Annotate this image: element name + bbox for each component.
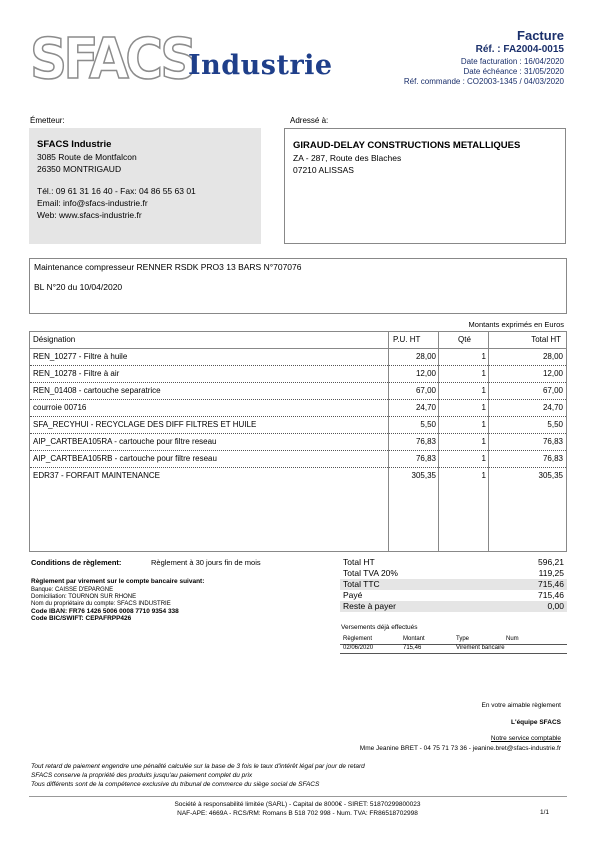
payments-header-type: Type	[456, 636, 470, 642]
row-designation: SFA_RECYHUI - RECYCLAGE DES DIFF FILTRES ET HUILE	[33, 420, 257, 429]
company-logo	[30, 27, 333, 92]
total-value: 596,21	[538, 557, 564, 567]
due-date: Date échéance : 31/05/2020	[463, 67, 564, 76]
closing-service: Notre service comptable	[490, 735, 561, 742]
legal-notes	[31, 762, 431, 789]
table-row	[30, 383, 566, 400]
row-total: 12,00	[542, 369, 563, 378]
recipient-address1: ZA - 287, Route des Blaches	[293, 153, 402, 163]
row-unit-price: 28,00	[415, 352, 436, 361]
logo-sfacs-text: SFACS	[30, 27, 194, 92]
footer-line1: Société à responsabilité limitée (SARL) - Capital de 8000€ - SIRET: 51870299800023	[174, 801, 421, 808]
bank-domiciliation: Domiciliation: TOURNON SUR RHONE	[31, 594, 137, 600]
recipient-label: Adressé à:	[290, 116, 329, 125]
payments-title: Versements déjà effectués	[341, 624, 418, 631]
payments-header-num: Num	[506, 636, 519, 642]
row-unit-price: 24,70	[415, 403, 436, 412]
row-total: 76,83	[542, 454, 563, 463]
closing-greeting: En votre aimable règlement	[481, 702, 561, 709]
row-designation: REN_01408 - cartouche separatrice	[33, 386, 161, 395]
table-row	[30, 417, 566, 434]
row-qty: 1	[481, 471, 486, 480]
legal-note-2: SFACS conserve la propriété des produits jusqu'au paiement complet du prix	[31, 772, 253, 779]
total-value: 715,46	[538, 590, 564, 600]
page-number: 1/1	[539, 809, 549, 816]
legal-note-1: Tout retard de paiement engendre une pénalité calculée sur la base de 3 fois le taux d'intérêt légal par jour de retard	[31, 763, 365, 770]
header-total: Total HT	[531, 335, 561, 344]
table-row	[30, 468, 566, 484]
row-unit-price: 5,50	[420, 420, 436, 429]
payments-header-date: Règlement	[343, 636, 373, 642]
footer-divider	[29, 796, 567, 797]
total-value: 715,46	[538, 579, 564, 589]
payment-type: Virement bancaire	[456, 645, 505, 651]
total-ht-row	[340, 557, 567, 568]
currency-note: Montants exprimés en Euros	[468, 320, 564, 329]
row-total: 24,70	[542, 403, 563, 412]
row-designation: REN_10278 - Filtre à air	[33, 369, 120, 378]
emitter-address1: 3085 Route de Montfalcon	[37, 152, 137, 162]
payment-row	[340, 644, 567, 654]
row-qty: 1	[481, 454, 486, 463]
document-title: Facture	[517, 28, 564, 43]
emitter-web: Web: www.sfacs-industrie.fr	[37, 210, 142, 220]
row-unit-price: 76,83	[415, 437, 436, 446]
row-designation: REN_10277 - Filtre à huile	[33, 352, 128, 361]
transfer-title: Règlement par virement sur le compte bancaire suivant:	[31, 578, 205, 585]
row-unit-price: 305,35	[411, 471, 436, 480]
payment-conditions	[31, 558, 261, 567]
payment-date: 02/06/2020	[343, 645, 374, 651]
emitter-name: SFACS Industrie	[37, 139, 112, 150]
row-total: 76,83	[542, 437, 563, 446]
bank-details	[31, 577, 331, 622]
conditions-value: Règlement à 30 jours fin de mois	[151, 558, 261, 567]
row-qty: 1	[481, 420, 486, 429]
footer-line2: NAF-APE: 4669A - RCS/RM: Romans B 518 702 998 - Num. TVA: FR86518702998	[177, 810, 418, 817]
bic: Code BIC/SWIFT: CEPAFRPP426	[31, 615, 132, 622]
logo-industrie-text: Industrie	[188, 50, 333, 81]
remaining-row	[340, 601, 567, 612]
invoice-header	[304, 28, 564, 87]
recipient-name: GIRAUD-DELAY CONSTRUCTIONS METALLIQUES	[293, 140, 521, 151]
header-designation: Désignation	[33, 335, 76, 344]
recipient-address2: 07210 ALISSAS	[293, 165, 354, 175]
total-label: Payé	[343, 590, 363, 600]
row-unit-price: 76,83	[415, 454, 436, 463]
emitter-box	[29, 128, 261, 244]
order-reference: Réf. commande : CO2003-1345 / 04/03/2020	[403, 77, 564, 86]
row-designation: AIP_CARTBEA105RA - cartouche pour filtre reseau	[33, 437, 217, 446]
subject-line2: BL N°20 du 10/04/2020	[34, 282, 123, 292]
header-unit-price: P.U. HT	[393, 335, 421, 344]
row-qty: 1	[481, 369, 486, 378]
subject-box	[29, 258, 567, 314]
iban: Code IBAN: FR76 1426 5006 0008 7710 9354 338	[31, 608, 179, 615]
total-label: Total TVA 20%	[343, 568, 398, 578]
payments-header-amount: Montant	[403, 636, 425, 642]
payment-amount: 715,46	[403, 645, 422, 651]
table-row	[30, 400, 566, 417]
closing-contact: Mme Jeanine BRET - 04 75 71 73 36 - jeanine.bret@sfacs-industrie.fr	[359, 745, 561, 752]
invoice-reference: Réf. : FA2004-0015	[475, 44, 564, 55]
total-value: 0,00	[547, 601, 564, 611]
bank-name: Banque: CAISSE D'EPARGNE	[31, 587, 114, 593]
recipient-box	[284, 128, 566, 244]
row-total: 28,00	[542, 352, 563, 361]
footer	[0, 800, 595, 818]
row-qty: 1	[481, 403, 486, 412]
row-designation: EDR37 - FORFAIT MAINTENANCE	[33, 471, 160, 480]
total-paid-row	[340, 590, 567, 601]
emitter-phone: Tél.: 09 61 31 16 40 - Fax: 04 86 55 63 01	[37, 186, 196, 196]
total-label: Reste à payer	[343, 601, 396, 611]
row-designation: AIP_CARTBEA105RB - cartouche pour filtre reseau	[33, 454, 217, 463]
subject-line1: Maintenance compresseur RENNER RSDK PRO3 13 BARS N°707076	[34, 262, 302, 272]
row-total: 305,35	[538, 471, 563, 480]
row-unit-price: 67,00	[415, 386, 436, 395]
conditions-label: Conditions de règlement:	[31, 558, 122, 567]
row-total: 5,50	[547, 420, 563, 429]
row-designation: courroie 00716	[33, 403, 87, 412]
table-row	[30, 349, 566, 366]
emitter-address2: 26350 MONTRIGAUD	[37, 164, 122, 174]
legal-note-3: Tous différents sont de la compétence exclusive du tribunal de commerce du siège social de SFACS	[31, 781, 320, 788]
invoice-date: Date facturation : 16/04/2020	[460, 57, 564, 66]
table-row	[30, 366, 566, 383]
closing-team: L'équipe SFACS	[511, 719, 561, 726]
emitter-email: Email: info@sfacs-industrie.fr	[37, 198, 148, 208]
table-row	[30, 451, 566, 468]
total-value: 119,25	[538, 568, 564, 578]
header-qty: Qté	[458, 335, 471, 344]
total-label: Total TTC	[343, 579, 380, 589]
row-qty: 1	[481, 386, 486, 395]
total-label: Total HT	[343, 557, 375, 567]
table-row	[30, 434, 566, 451]
total-tva-row	[340, 568, 567, 579]
table-header	[30, 332, 566, 349]
emitter-label: Émetteur:	[30, 116, 65, 125]
account-holder: Nom du propriétaire du compte: SFACS INDUSTRIE	[31, 601, 171, 607]
row-qty: 1	[481, 352, 486, 361]
invoice-lines-table	[29, 331, 567, 552]
total-ttc-row	[340, 579, 567, 590]
row-total: 67,00	[542, 386, 563, 395]
row-qty: 1	[481, 437, 486, 446]
row-unit-price: 12,00	[415, 369, 436, 378]
